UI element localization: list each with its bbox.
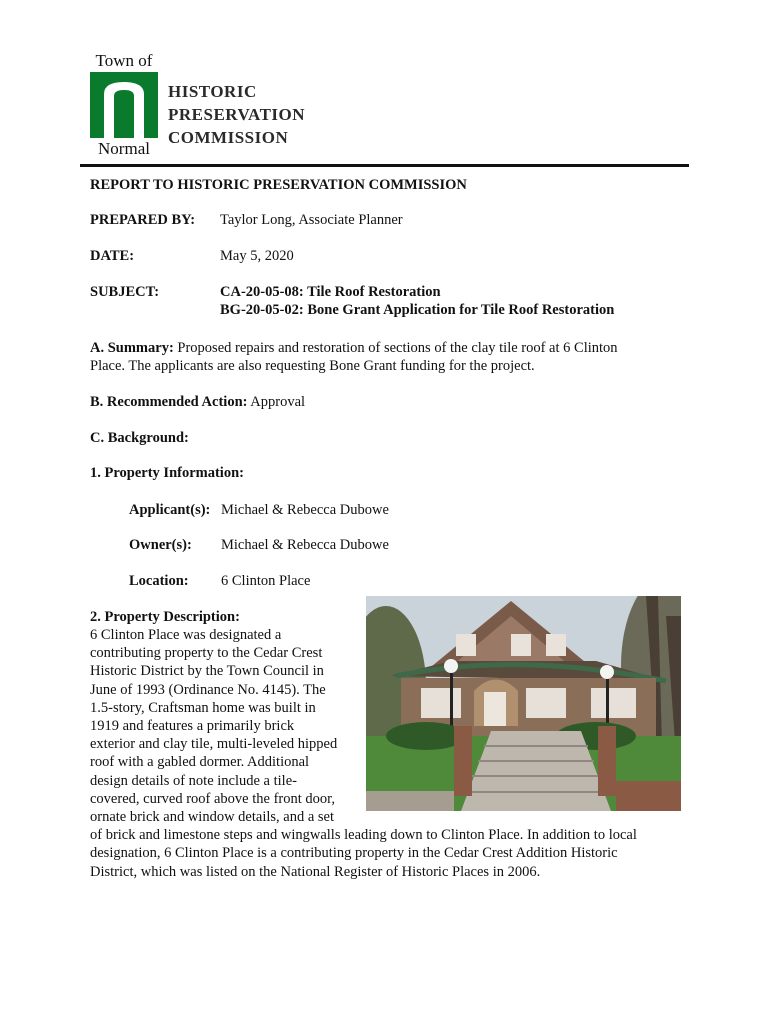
- recommended-text: Approval: [247, 394, 306, 410]
- owner-label: Owner(s):: [129, 537, 192, 553]
- description-line: 1.5-story, Craftsman home was built in: [90, 699, 316, 716]
- subject-label: SUBJECT:: [90, 284, 160, 300]
- logo-top-text: Town of: [95, 51, 153, 70]
- subject-line-2: BG-20-05-02: Bone Grant Application for Tile Roof Restoration: [220, 302, 615, 318]
- description-line: ornate brick and window details, and a set: [90, 809, 335, 826]
- header-line-2: PRESERVATION: [168, 105, 306, 124]
- description-line: District, which was listed on the National Register of Historic Places in 2006.: [90, 863, 541, 880]
- description-line: of brick and limestone steps and wingwalls leading down to Clinton Place. In addition to local: [90, 827, 637, 844]
- location-label: Location:: [129, 573, 189, 589]
- normal-n-logo-icon: [90, 72, 158, 138]
- header-divider: [80, 164, 689, 167]
- logo-bottom-text: Normal: [98, 139, 150, 158]
- report-title: REPORT TO HISTORIC PRESERVATION COMMISSION: [90, 177, 467, 193]
- applicant-label: Applicant(s):: [129, 502, 211, 518]
- craftsman-house-image: [366, 596, 681, 811]
- property-description-heading: 2. Property Description:: [90, 609, 240, 625]
- description-line: Historic District by the Town Council in: [90, 663, 324, 680]
- recommended-label: B. Recommended Action:: [90, 394, 248, 410]
- description-line: exterior and clay tile, multi-leveled hipped: [90, 736, 338, 753]
- date-label: DATE:: [90, 248, 135, 264]
- location-value: 6 Clinton Place: [221, 573, 311, 589]
- description-line: roof with a gabled dormer. Additional: [90, 754, 310, 771]
- summary-label: A. Summary:: [90, 340, 174, 356]
- property-info-heading: 1. Property Information:: [90, 465, 244, 481]
- subject-line-1: CA-20-05-08: Tile Roof Restoration: [220, 284, 441, 300]
- summary-text-1: Proposed repairs and restoration of sections of the clay tile roof at 6 Clinton: [173, 340, 618, 356]
- prepared-by-label: PREPARED BY:: [90, 212, 196, 228]
- date-value: May 5, 2020: [220, 248, 294, 264]
- summary-line-2: Place. The applicants are also requesting Bone Grant funding for the project.: [90, 358, 535, 374]
- description-line: covered, curved roof above the front door,: [90, 790, 336, 807]
- header-line-1: HISTORIC: [168, 82, 257, 101]
- house-photo: [366, 596, 681, 811]
- town-of-normal-logo: [88, 52, 158, 160]
- description-line: 6 Clinton Place was designated a: [90, 627, 282, 643]
- applicant-value: Michael & Rebecca Dubowe: [221, 502, 389, 518]
- prepared-by-value: Taylor Long, Associate Planner: [220, 212, 403, 228]
- commission-header: [168, 80, 305, 149]
- header-line-3: COMMISSION: [168, 128, 289, 147]
- description-line: contributing property to the Cedar Crest: [90, 645, 323, 662]
- description-line: 1919 and features a primarily brick: [90, 718, 295, 735]
- description-line: design details of note include a tile-: [90, 772, 297, 789]
- summary-line-1: [90, 339, 618, 357]
- owner-value: Michael & Rebecca Dubowe: [221, 537, 389, 553]
- background-heading: C. Background:: [90, 430, 189, 446]
- description-line: June of 1993 (Ordinance No. 4145). The: [90, 681, 326, 698]
- description-line: designation, 6 Clinton Place is a contributing property in the Cedar Crest Addition Historic: [90, 845, 618, 862]
- recommended-action: [90, 393, 305, 411]
